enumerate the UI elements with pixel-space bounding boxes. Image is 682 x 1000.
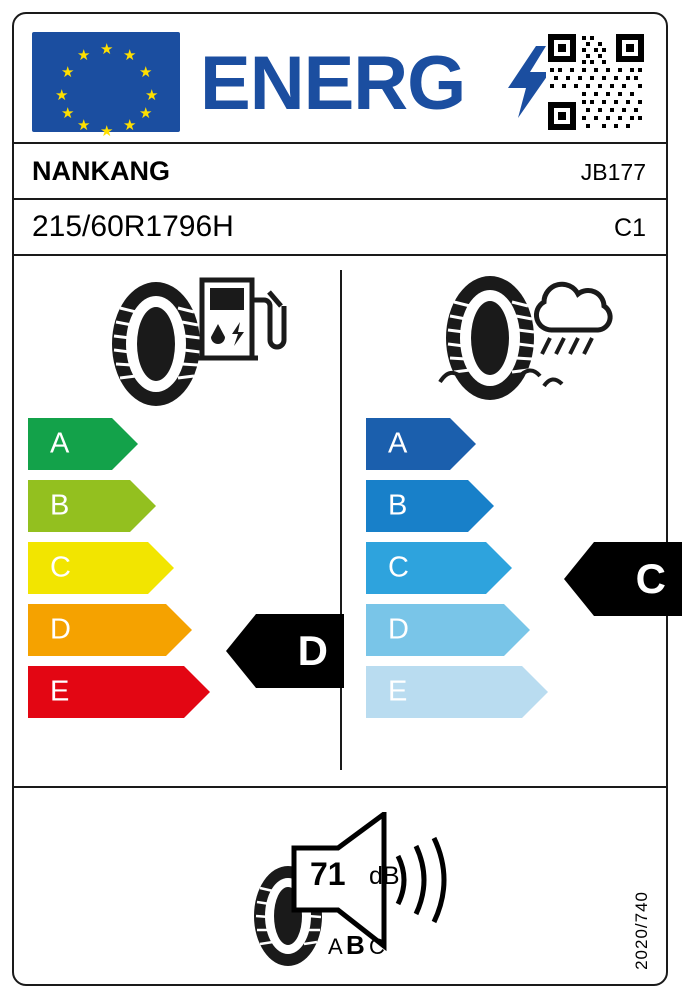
noise-class-c: C [369, 934, 385, 959]
fuel-grade-b-letter: B [50, 489, 70, 522]
size-row [14, 200, 666, 256]
wet-grade-d-letter: D [388, 613, 409, 646]
rain-cloud-icon [418, 266, 618, 416]
loudspeaker-icon [236, 812, 456, 972]
divider-vertical [340, 270, 342, 770]
fuel-grade-c [28, 542, 328, 594]
divider-grades [14, 786, 666, 788]
wet-grade-e-letter: E [388, 675, 408, 708]
tyre-size-designation: 215/60R1796H [32, 210, 234, 243]
wet-grade-a-letter: A [388, 427, 408, 460]
grades-section [14, 256, 666, 788]
noise-section [14, 790, 666, 986]
qr-code-icon [546, 32, 646, 132]
page-title: ENERG [200, 41, 466, 126]
wet-grade-e [366, 666, 666, 718]
fuel-grade-c-letter: C [50, 551, 71, 584]
noise-class-b-selected: B [346, 930, 365, 960]
fuel-grade-a [28, 418, 328, 470]
fuel-grade-a-letter: A [50, 427, 70, 460]
fuel-pump-icon [94, 266, 294, 416]
fuel-efficiency-rating-letter: D [297, 627, 328, 674]
tyre-energy-label [12, 12, 668, 986]
lightning-bolt-icon [506, 46, 550, 118]
fuel-grade-e-letter: E [50, 675, 70, 708]
eu-flag-icon: ★ ★ ★ ★ ★ ★ ★ ★ ★ ★ ★ ★ [32, 32, 180, 132]
wet-grip-rating-letter: C [635, 555, 666, 602]
brand-row [14, 144, 666, 200]
type-code: JB177 [580, 159, 646, 185]
noise-class-a: A [328, 934, 343, 959]
regulation-reference: 2020/740 [632, 891, 651, 970]
fuel-grade-b [28, 480, 328, 532]
fuel-grade-d-letter: D [50, 613, 71, 646]
fuel-efficiency-rating-marker [226, 614, 344, 688]
manufacturer-name: NANKANG [32, 156, 170, 186]
wet-grade-b-letter: B [388, 489, 408, 522]
wet-grade-c-letter: C [388, 551, 409, 584]
wet-grade-b [366, 480, 666, 532]
label-header [14, 14, 666, 142]
noise-unit: dB [369, 862, 400, 890]
wet-grip-rating-marker [564, 542, 682, 616]
noise-value: 71 [310, 856, 346, 892]
wet-grade-a [366, 418, 666, 470]
tyre-class: C1 [614, 214, 646, 242]
